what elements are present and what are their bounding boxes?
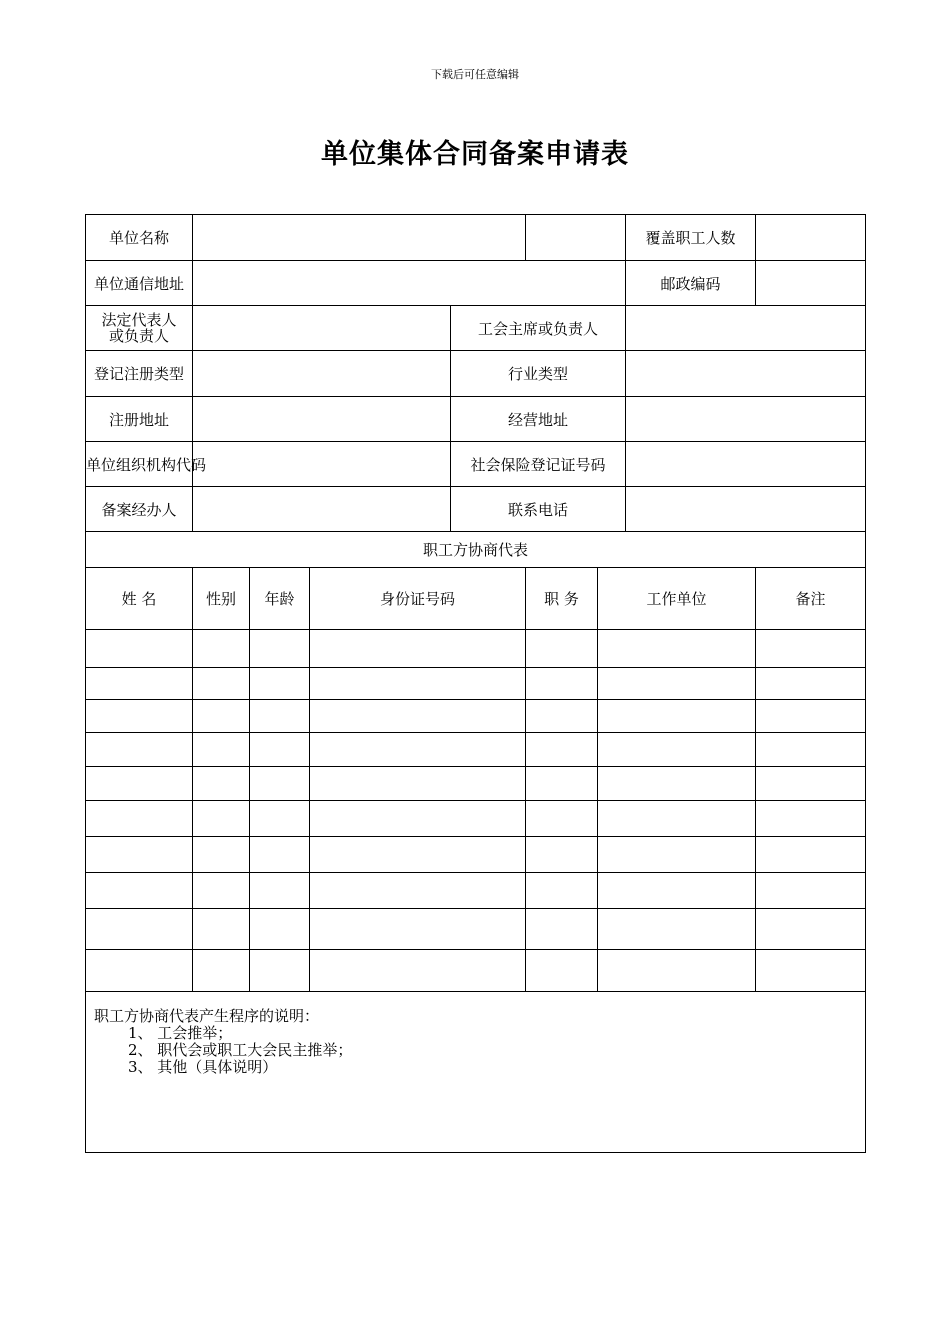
column-header-row [86,568,866,630]
mailing-address-label: 单位通信地址 [86,261,193,306]
org-code-row [86,442,866,487]
cell-gender[interactable] [193,733,250,767]
cell-remark[interactable] [756,733,866,767]
unit-name-field-ext2[interactable] [598,215,626,261]
cell-id[interactable] [310,733,526,767]
cell-workplace[interactable] [598,837,756,873]
cell-age[interactable] [250,909,310,950]
table-row [86,909,866,950]
social-insurance-field[interactable] [626,442,866,487]
notes-item: 2、 职代会或职工大会民主推举； [128,1041,353,1059]
cell-gender[interactable] [193,668,250,700]
mailing-address-field[interactable] [193,261,626,306]
union-chair-field[interactable] [626,306,866,351]
cell-workplace[interactable] [598,950,756,992]
cell-remark[interactable] [756,630,866,668]
filing-agent-field[interactable] [193,487,451,532]
contact-phone-label: 联系电话 [451,487,626,532]
cell-position[interactable] [526,909,598,950]
cell-position[interactable] [526,950,598,992]
representative-row [86,306,866,351]
cell-workplace[interactable] [598,909,756,950]
cell-remark[interactable] [756,767,866,801]
cell-gender[interactable] [193,767,250,801]
legal-rep-label-line2: 或负责人 [108,327,169,345]
filing-form-table [85,214,866,1153]
cell-gender[interactable] [193,630,250,668]
cell-remark[interactable] [756,700,866,733]
cell-remark[interactable] [756,668,866,700]
staff-count-field[interactable] [756,215,866,261]
unit-name-field-ext[interactable] [526,215,598,261]
cell-age[interactable] [250,733,310,767]
union-chair-label: 工会主席或负责人 [451,306,626,351]
cell-gender[interactable] [193,700,250,733]
section-header-row [86,532,866,568]
col-age-header: 年龄 [250,568,310,630]
cell-position[interactable] [526,668,598,700]
cell-workplace[interactable] [598,733,756,767]
cell-age[interactable] [250,668,310,700]
cell-gender[interactable] [193,837,250,873]
cell-workplace[interactable] [598,668,756,700]
cell-name[interactable] [86,801,193,837]
cell-gender[interactable] [193,950,250,992]
unit-name-row [86,215,866,261]
registered-address-label: 注册地址 [86,397,193,442]
cell-position[interactable] [526,733,598,767]
org-code-field[interactable] [193,442,451,487]
legal-rep-field[interactable] [193,306,451,351]
form-title: 单位集体合同备案申请表 [321,139,629,170]
col-position-header: 职 务 [526,568,598,630]
cell-name[interactable] [86,837,193,873]
org-code-label: 单位组织机构代码 [86,442,193,487]
business-address-label: 经营地址 [451,397,626,442]
cell-position[interactable] [526,630,598,668]
cell-remark[interactable] [756,837,866,873]
cell-position[interactable] [526,700,598,733]
cell-id[interactable] [310,837,526,873]
cell-age[interactable] [250,801,310,837]
cell-id[interactable] [310,630,526,668]
cell-position[interactable] [526,801,598,837]
cell-gender[interactable] [193,909,250,950]
cell-gender[interactable] [193,801,250,837]
cell-id[interactable] [310,700,526,733]
cell-workplace[interactable] [598,767,756,801]
cell-position[interactable] [526,837,598,873]
header-note: 下载后可任意编辑 [431,68,519,81]
table-row [86,801,866,837]
staff-count-label: 覆盖职工人数 [626,215,756,261]
unit-name-label: 单位名称 [86,215,193,261]
cell-id[interactable] [310,950,526,992]
registered-address-row [86,397,866,442]
cell-workplace[interactable] [598,801,756,837]
registration-type-field[interactable] [193,351,451,397]
cell-name[interactable] [86,873,193,909]
cell-id[interactable] [310,767,526,801]
notes-cell[interactable] [86,992,866,1153]
registration-row [86,351,866,397]
col-id-header: 身份证号码 [310,568,526,630]
col-workplace-header: 工作单位 [598,568,756,630]
cell-name[interactable] [86,909,193,950]
table-row [86,700,866,733]
col-remark-header: 备注 [756,568,866,630]
industry-type-label: 行业类型 [451,351,626,397]
table-row [86,837,866,873]
filing-agent-label: 备案经办人 [86,487,193,532]
cell-gender[interactable] [193,873,250,909]
cell-remark[interactable] [756,950,866,992]
col-name-header: 姓 名 [86,568,193,630]
cell-workplace[interactable] [598,873,756,909]
cell-name[interactable] [86,767,193,801]
cell-workplace[interactable] [598,630,756,668]
industry-type-field[interactable] [626,351,866,397]
cell-name[interactable] [86,700,193,733]
agent-row [86,487,866,532]
col-gender-header: 性别 [193,568,250,630]
table-row [86,873,866,909]
cell-age[interactable] [250,873,310,909]
postal-code-field[interactable] [756,261,866,306]
section-title: 职工方协商代表 [86,532,866,568]
cell-name[interactable] [86,668,193,700]
notes-item: 3、 其他（具体说明） [128,1058,278,1076]
cell-position[interactable] [526,873,598,909]
contact-phone-field[interactable] [626,487,866,532]
notes-heading: 职工方协商代表产生程序的说明： [94,1007,320,1025]
legal-rep-label [86,306,193,351]
cell-age[interactable] [250,837,310,873]
table-row [86,950,866,992]
cell-name[interactable] [86,630,193,668]
notes-item: 1、 工会推举； [128,1024,233,1042]
cell-age[interactable] [250,767,310,801]
postal-code-label: 邮政编码 [626,261,756,306]
cell-age[interactable] [250,950,310,992]
registration-type-label: 登记注册类型 [86,351,193,397]
cell-age[interactable] [250,700,310,733]
legal-rep-label-line1: 法定代表人 [101,311,177,329]
notes-row [86,992,866,1153]
cell-workplace[interactable] [598,700,756,733]
address-row [86,261,866,306]
cell-id[interactable] [310,668,526,700]
cell-remark[interactable] [756,873,866,909]
social-insurance-label: 社会保险登记证号码 [451,442,626,487]
cell-id[interactable] [310,801,526,837]
cell-remark[interactable] [756,801,866,837]
table-row [86,630,866,668]
cell-id[interactable] [310,873,526,909]
table-row [86,733,866,767]
business-address-field[interactable] [626,397,866,442]
cell-remark[interactable] [756,909,866,950]
cell-name[interactable] [86,950,193,992]
cell-position[interactable] [526,767,598,801]
unit-name-field[interactable] [193,215,526,261]
registered-address-field[interactable] [193,397,451,442]
cell-id[interactable] [310,909,526,950]
cell-age[interactable] [250,630,310,668]
table-row [86,767,866,801]
cell-name[interactable] [86,733,193,767]
table-row [86,668,866,700]
